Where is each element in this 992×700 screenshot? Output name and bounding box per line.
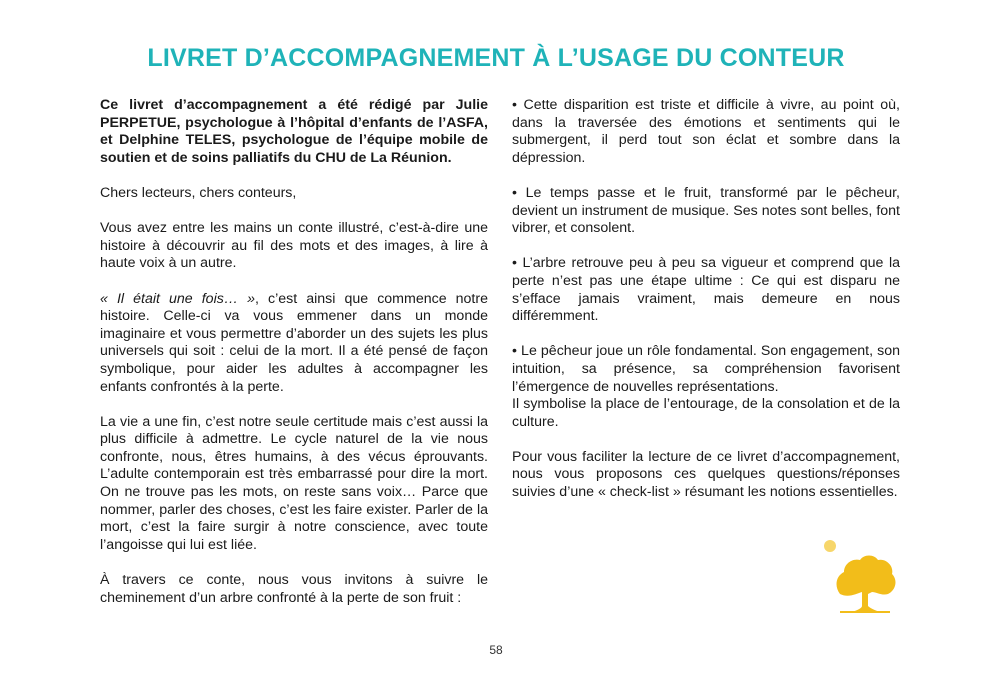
bullet-4-continued: Il symbolise la place de l’entourage, de la consolation et de la culture.: [512, 396, 900, 430]
once-upon-a-time: « Il était une fois… »: [100, 290, 255, 307]
paragraph-2: [100, 291, 488, 397]
tree-ground: [840, 611, 890, 613]
tree-canopy: [837, 556, 896, 596]
bullet-2: • Le temps passe et le fruit, transformé par le pêcheur, devient un instrument de musique. Ses notes sont belles, font vibrer, et consolent.: [512, 184, 900, 237]
page-title: LIVRET D’ACCOMPAGNEMENT À L’USAGE DU CONTEUR: [147, 44, 845, 72]
paragraph-3: La vie a une fin, c’est notre seule certitude mais c’est aussi la plus difficile à admettre. Le cycle naturel de la vie nous confronte, nous, êtres humains, à des vécus éprouvants. L’adulte contemporain est très embarrassé pour dire la mort. On ne trouve pas les mots, on reste sans voix… Parce que nommer, parler des choses, c’est les faire exister. Parler de la mort, c’est la faire surgir à notre conscience, avec toute l’angoisse qui lui est liée.: [100, 413, 488, 553]
paragraph-2-text: , c’est ainsi que commence notre histoire. Celle-ci va vous emmener dans un monde imaginaire et vous permettre d’aborder un des sujets les plus universels qui soit : celui de la mort. Il a été pensé de façon symbolique, pour aider les adultes à accompagner les enfants confrontés à la perte.: [100, 290, 488, 395]
authors-intro: Ce livret d’accompagnement a été rédigé par Julie PERPETUE, psychologue à l’hôpital d’enfants de l’ASFA, et Delphine TELES, psychologue de l’équipe mobile de soutien et de soins palliatifs du CHU de La Réunion.: [100, 97, 488, 166]
greeting: Chers lecteurs, chers conteurs,: [100, 184, 297, 201]
right-column: [512, 97, 900, 519]
paragraph-1: Vous avez entre les mains un conte illustré, c’est-à-dire une histoire à découvrir au fil des mots et des images, à lire à haute voix à un autre.: [100, 220, 488, 272]
bullet-4: • Le pêcheur joue un rôle fondamental. Son engagement, son intuition, sa présence, sa compréhension favorisent l’émergence de nouvelles représentations.: [512, 343, 900, 395]
left-column: [100, 97, 488, 607]
yellow-fruit-dot: [824, 540, 836, 552]
tree-trunk: [852, 592, 880, 612]
bullet-1: • Cette disparition est triste et difficile à vivre, au point où, dans la traversée des émotions et sentiments qui le submergent, il perd tout son éclat et sombre dans la dépression.: [512, 97, 900, 166]
closing-paragraph: Pour vous faciliter la lecture de ce livret d’accompagnement, nous vous proposons ces quelques questions/réponses suivies d’une « check-list » résumant les notions essentielles.: [512, 448, 900, 501]
paragraph-4: À travers ce conte, nous vous invitons à suivre le cheminement d’un arbre confronté à la perte de son fruit :: [100, 572, 488, 606]
page-number: 58: [489, 643, 503, 657]
bullet-3: • L’arbre retrouve peu à peu sa vigueur et comprend que la perte n’est pas une étape ultime : Ce qui est disparu ne s’efface jamais vraiment, mais demeure en nous différemment.: [512, 255, 900, 325]
yellow-tree-icon: [818, 536, 908, 618]
